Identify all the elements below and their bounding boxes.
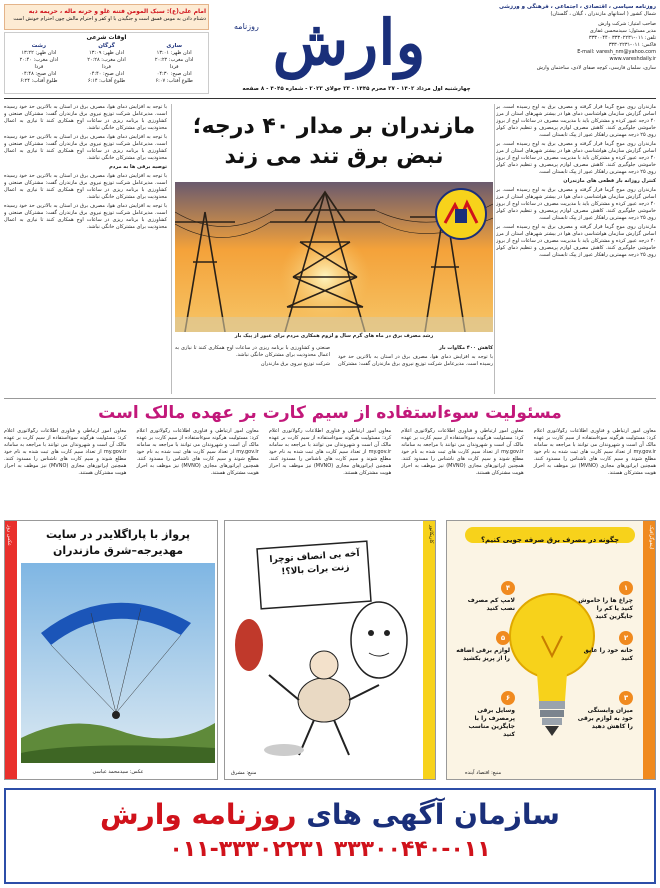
- infographic-side-text: اینفوگرافیک: [648, 525, 654, 550]
- prayer-time-line: اذان ظهر: ۱۳:۲۲: [21, 50, 57, 56]
- second-story-body: [4, 428, 656, 516]
- paper-descriptor: روزنامه سیاسی ، اقتصادی ، اجتماعی ، فرهنگی و ورزشی: [498, 4, 656, 10]
- lead-paragraph-3: مازندران روی موج گرما قرار گرفته و مصرف برق به اوج رسیده است. بر اساس گزارش سازمان هواشناسی دمای هوا در بیشتر شهرهای استان از مرز ۴۰ درجه عبور کرده و مشترکان باید با مدیریت مصرف در ساعات اوج از بروز خاموشی جلوگیری کنند. کاهش مصرف لوازم پرمصرف و تنظیم دمای کولر روی ۲۵ درجه مهمترین راهکار عبور از پیک تابستان است.: [496, 187, 656, 221]
- cartoon-caption: منبع: مشرق: [231, 770, 257, 776]
- infographic-title: [465, 527, 635, 543]
- lead-paragraph-1: مازندران روی موج گرما قرار گرفته و مصرف برق به اوج رسیده است. بر اساس گزارش سازمان هواشناسی دمای هوا در بیشتر شهرهای استان از مرز ۴۰ درجه عبور کرده و مشترکان باید با مدیریت مصرف در ساعات اوج از بروز خاموشی جلوگیری کنند. کاهش مصرف لوازم پرمصرف و تنظیم دمای کولر روی ۲۵ درجه مهمترین راهکار عبور از پیک تابستان است.: [496, 104, 656, 138]
- photo-headline: [21, 527, 215, 559]
- prayer-city-name: گرگان: [98, 43, 115, 49]
- infographic-item-text: میزان وابستگی خود به لوازم برقی را کاهش دهید: [577, 707, 633, 730]
- ad-headline-part1: سازمان آگهی های: [296, 798, 560, 831]
- prayer-grid: [5, 42, 208, 85]
- lead-paragraph-8: با توجه به افزایش دمای هوا، مصرف برق در استان به بالاترین حد خود رسیده است. مدیرعامل شرکت توزیع نیروی برق مازندران گفت: مشترکان صنعتی و کشاورزی با برنامه ریزی در ساعات اوج همکاری کنند تا نیازی به اعمال محدودیت برای مشترکان خانگی نباشد.: [4, 203, 167, 230]
- power-company-logo: [435, 188, 487, 240]
- infographic-item-number: ۵: [496, 631, 510, 645]
- lightning-icon: [443, 199, 479, 229]
- lead-column-center: [175, 345, 493, 395]
- prayer-time-line: اذان صبح: ۰۴:۳۰: [156, 71, 192, 77]
- masthead-info: [496, 4, 656, 94]
- prayer-city-column: [155, 42, 194, 85]
- lead-subhead-1: کاهش ۴۰۰ مگاوات بار: [438, 345, 493, 351]
- infographic-item-text: وسایل برقی پرمصرف را با جایگزین مناسب کنید: [468, 707, 515, 738]
- photo-headline-line2: مهدیرجه–شرق مازندران: [52, 544, 184, 557]
- prayer-city-name: ساری: [166, 43, 183, 49]
- photo-credit: عکس: سیدمحمد عباسی: [92, 769, 144, 775]
- second-headline-text: مسئولیت سوءاستفاده از سیم کارت بر عهده مالک است: [98, 403, 562, 423]
- prayer-time-line: طلوع آفتاب: ۶:۰۷: [155, 78, 193, 84]
- infographic-item-number: ۶: [501, 691, 515, 705]
- lead-photo-caption: رشد مصرف برق در ماه های گرم سال و لزوم همکاری مردم برای عبور از پیک بار: [234, 333, 434, 339]
- photo-side-label: [5, 521, 17, 780]
- lead-column-left: [4, 104, 167, 394]
- lead-paragraph-6: با توجه به افزایش دمای هوا، مصرف برق در استان به بالاترین حد خود رسیده است. مدیرعامل شرکت توزیع نیروی برق مازندران گفت: مشترکان صنعتی و کشاورزی با برنامه ریزی در ساعات اوج همکاری کنند تا نیازی به اعمال محدودیت برای مشترکان خانگی نباشد.: [4, 134, 167, 161]
- infographic-item: [457, 581, 515, 613]
- prayer-title: اوقات شرعی: [86, 34, 127, 41]
- prayer-time-line: اذان ظهر: ۱۳:۰۱: [156, 50, 192, 56]
- date-line: [214, 86, 499, 96]
- lead-source: شرکت توزیع نیروی برق مازندران: [260, 361, 330, 367]
- infographic-item: [457, 691, 515, 739]
- publisher-info-line: فاکس: ۰۱۱-۳۳۳۰۲۲۳۱: [608, 42, 656, 48]
- infographic-side-label: [643, 521, 655, 780]
- lead-subhead-2: کنترل روزانه بار قطعی های مازندران: [563, 178, 656, 184]
- publisher-info-line: E-mail: varesh_nm@yahoo.com: [577, 49, 656, 55]
- paper-region: شمال کشور ( استانهای مازندران ، گیلان ، گلستان): [550, 11, 656, 17]
- publisher-info: [496, 21, 656, 63]
- second-headline: [4, 401, 656, 425]
- second-paragraph-4: معاون امور ارتباطی و فناوری اطلاعات رگولاتوری اعلام کرد: مسئولیت هرگونه سوءاستفاده از سیم کارت بر عهده مالک آن است و شهروندان می توانند با مراجعه به سامانه my.gov.ir از تعداد سیم کارت های ثبت شده به نام خود مطلع شوند و سیم کارت های ناشناس را مسدود کنند. همچنین اپراتورهای مجازی (MVNO) نیز موظف به احراز هویت مشترکان هستند.: [136, 428, 259, 476]
- prayer-time-line: اذان ظهر: ۱۳:۰۹: [89, 50, 125, 56]
- infographic-item-number: ۲: [619, 631, 633, 645]
- infographic-item: [452, 631, 510, 663]
- lead-paragraph-4: مازندران روی موج گرما قرار گرفته و مصرف برق به اوج رسیده است. بر اساس گزارش سازمان هواشناسی دمای هوا در بیشتر شهرهای استان از مرز ۴۰ درجه عبور کرده و مشترکان باید با مدیریت مصرف در ساعات اوج از بروز خاموشی جلوگیری کنند. کاهش مصرف لوازم پرمصرف و تنظیم دمای کولر روی ۲۵ درجه مهمترین راهکار عبور از پیک تابستان است.: [496, 224, 656, 258]
- masthead: [4, 4, 656, 96]
- logo-text: وارش: [272, 6, 426, 79]
- paper-address: ساری، سلمان فارسی، کوچه صفای لادی، ساختمان وارش: [536, 65, 656, 71]
- prayer-time-line: اذان صبح: ۰۴:۴۸: [21, 71, 57, 77]
- infographic-item: [575, 631, 633, 663]
- ad-banner: [4, 788, 656, 884]
- publisher-info-line: مدیر مسئول: سیدمحسن غفاری: [589, 28, 656, 34]
- infographic-item: [575, 581, 633, 621]
- infographic: [446, 520, 656, 780]
- lead-paragraph-2: مازندران روی موج گرما قرار گرفته و مصرف برق به اوج رسیده است. بر اساس گزارش سازمان هواشناسی دمای هوا در بیشتر شهرهای استان از مرز ۴۰ درجه عبور کرده و مشترکان باید با مدیریت مصرف در ساعات اوج از بروز خاموشی جلوگیری کنند. کاهش مصرف لوازم پرمصرف و تنظیم دمای کولر روی ۲۵ درجه مهمترین راهکار عبور از پیک تابستان است.: [496, 141, 656, 175]
- lead-column-right: [496, 104, 656, 394]
- infographic-item-text: خانه خود را عایق کنید: [583, 647, 633, 662]
- prayer-time-line: فردا: [102, 64, 111, 70]
- lead-paragraph-7: با توجه به افزایش دمای هوا، مصرف برق در استان به بالاترین حد خود رسیده است. مدیرعامل شرکت توزیع نیروی برق مازندران گفت: مشترکان صنعتی و کشاورزی با برنامه ریزی در ساعات اوج همکاری کنند تا نیازی به اعمال محدودیت برای مشترکان خانگی نباشد.: [4, 173, 167, 200]
- ad-headline-part2: روزنامه وارش: [100, 798, 297, 831]
- prayer-city-column: [20, 42, 59, 85]
- prayer-time-line: طلوع آفتاب: ۶:۲۴: [20, 78, 58, 84]
- prayer-time-line: فردا: [34, 64, 44, 70]
- infographic-item: [575, 691, 633, 731]
- infographic-title-text: چگونه در مصرف برق صرفه جویی کنیم؟: [480, 536, 619, 544]
- lead-headline: [175, 112, 493, 172]
- photo-news: [4, 520, 218, 780]
- second-paragraph-2: معاون امور ارتباطی و فناوری اطلاعات رگولاتوری اعلام کرد: مسئولیت هرگونه سوءاستفاده از سیم کارت بر عهده مالک آن است و شهروندان می توانند با مراجعه به سامانه my.gov.ir از تعداد سیم کارت های ثبت شده به نام خود مطلع شوند و سیم کارت های ناشناس را مسدود کنند. همچنین اپراتورهای مجازی (MVNO) نیز موظف به احراز هویت مشترکان هستند.: [401, 428, 524, 476]
- ad-headline: [6, 798, 654, 831]
- cartoon-side-text: کاریکاتور: [428, 525, 434, 544]
- infographic-item-number: ۴: [501, 581, 515, 595]
- cartoon-side-label: [423, 521, 435, 780]
- prayer-time-line: اذان مغرب: ۲۰:۴۰: [19, 57, 59, 63]
- logo-subtitle: روزنامه: [234, 22, 259, 31]
- hadith-translation: دشنام دادن به مومن فسق است و جنگیدن با او کفر و احترام مالش چون احترام خونش است: [13, 16, 206, 22]
- prayer-time-line: اذان صبح: ۰۴:۴۰: [89, 71, 124, 77]
- prayer-time-line: اذان مغرب: ۲۰:۲۲: [154, 57, 194, 63]
- photo-headline-line1: پرواز با پاراگلایدر در سایت: [45, 528, 191, 541]
- prayer-time-line: طلوع آفتاب: ۶:۱۴: [87, 78, 126, 84]
- lead-photo: [175, 182, 493, 332]
- second-paragraph-5: معاون امور ارتباطی و فناوری اطلاعات رگولاتوری اعلام کرد: مسئولیت هرگونه سوءاستفاده از سیم کارت بر عهده مالک آن است و شهروندان می توانند با مراجعه به سامانه my.gov.ir از تعداد سیم کارت های ثبت شده به نام خود مطلع شوند و سیم کارت های ناشناس را مسدود کنند. همچنین اپراتورهای مجازی (MVNO) نیز موظف به احراز هویت مشترکان هستند.: [4, 428, 127, 476]
- infographic-item-number: ۳: [619, 691, 633, 705]
- lead-headline-line1: مازندران بر مدار ۴۰ درجه؛: [192, 114, 476, 139]
- prayer-time-line: اذان مغرب: ۲۰:۲۸: [87, 57, 126, 63]
- prayer-time-line: فردا: [169, 64, 179, 70]
- cartoon-sign: آخه بی انصاف توچرا زنت برات بالا؟!: [269, 548, 360, 578]
- lead-subhead-3: توصیه برقی ها به مردم: [109, 164, 167, 170]
- prayer-times: [4, 32, 209, 94]
- infographic-item-text: لوازم برقی اضافه را از پریز بکشید: [456, 647, 510, 662]
- second-paragraph-3: معاون امور ارتباطی و فناوری اطلاعات رگولاتوری اعلام کرد: مسئولیت هرگونه سوءاستفاده از سیم کارت بر عهده مالک آن است و شهروندان می توانند با مراجعه به سامانه my.gov.ir از تعداد سیم کارت های ثبت شده به نام خود مطلع شوند و سیم کارت های ناشناس را مسدود کنند. همچنین اپراتورهای مجازی (MVNO) نیز موظف به احراز هویت مشترکان هستند.: [268, 428, 392, 476]
- infographic-item-number: ۱: [619, 581, 633, 595]
- paper-logo: [214, 4, 484, 84]
- infographic-item-text: چراغ ها را خاموش کنید یا کم را جایگزین کنید: [578, 597, 633, 620]
- lead-paragraph-9: با توجه به افزایش دمای هوا، مصرف برق در استان به بالاترین حد خود رسیده است. مدیرعامل شرکت توزیع نیروی برق مازندران گفت: مشترکان صنعتی و کشاورزی با برنامه ریزی در ساعات اوج همکاری کنند تا نیازی به اعمال محدودیت برای مشترکان خانگی نباشد.: [175, 345, 493, 367]
- publisher-info-line: صاحب امتیاز: شرکت وارش: [598, 21, 656, 27]
- infographic-source: منبع: اقتصاد آینده: [465, 770, 502, 776]
- publisher-info-line: www.vareshdaily.ir: [609, 56, 656, 62]
- second-paragraph-1: معاون امور ارتباطی و فناوری اطلاعات رگولاتوری اعلام کرد: مسئولیت هرگونه سوءاستفاده از سیم کارت بر عهده مالک آن است و شهروندان می توانند با مراجعه به سامانه my.gov.ir از تعداد سیم کارت های ثبت شده به نام خود مطلع شوند و سیم کارت های ناشناس را مسدود کنند. همچنین اپراتورهای مجازی (MVNO) نیز موظف به احراز هویت مشترکان هستند.: [533, 428, 656, 476]
- lead-paragraph-5: با توجه به افزایش دمای هوا، مصرف برق در استان به بالاترین حد خود رسیده است. مدیرعامل شرکت توزیع نیروی برق مازندران گفت: مشترکان صنعتی و کشاورزی با برنامه ریزی در ساعات اوج همکاری کنند تا نیازی به اعمال محدودیت برای مشترکان خانگی نباشد.: [4, 104, 167, 131]
- infographic-item-text: لامپ کم مصرف نصب کنید: [467, 597, 515, 612]
- cartoon: [224, 520, 436, 780]
- issue-date: چهارشنبه اول مرداد ۱۴۰۲ - ۲۷ محرم ۱۴۴۵ - ۲۳ جولای ۲۰۲۳ - شماره ۴۰۴۵ - ۸ صفحه: [242, 86, 471, 92]
- photo-side-text: عکس روز: [6, 525, 12, 546]
- lead-headline-line2: نبض برق تند می زند: [224, 144, 444, 169]
- prayer-city-column: [87, 42, 126, 85]
- paraglider-photo: [21, 563, 215, 763]
- quote-box: [4, 4, 209, 30]
- prayer-city-name: رشت: [31, 43, 47, 49]
- hadith-text: امام علی(ع): سبک المومن فتنه غلو و خرنه ماله ، حریمه دبه: [28, 8, 206, 15]
- publisher-info-line: تلفن: ۰۱۱-۳۳۳۰۲۲۳۱ ۳۳۳۰۰۴۴۰: [588, 35, 656, 41]
- ad-phones: ۰۱۱-۳۳۳۰۲۲۳۱ ۳۳۳۰۰۴۴۰-۰۱۱: [169, 837, 491, 862]
